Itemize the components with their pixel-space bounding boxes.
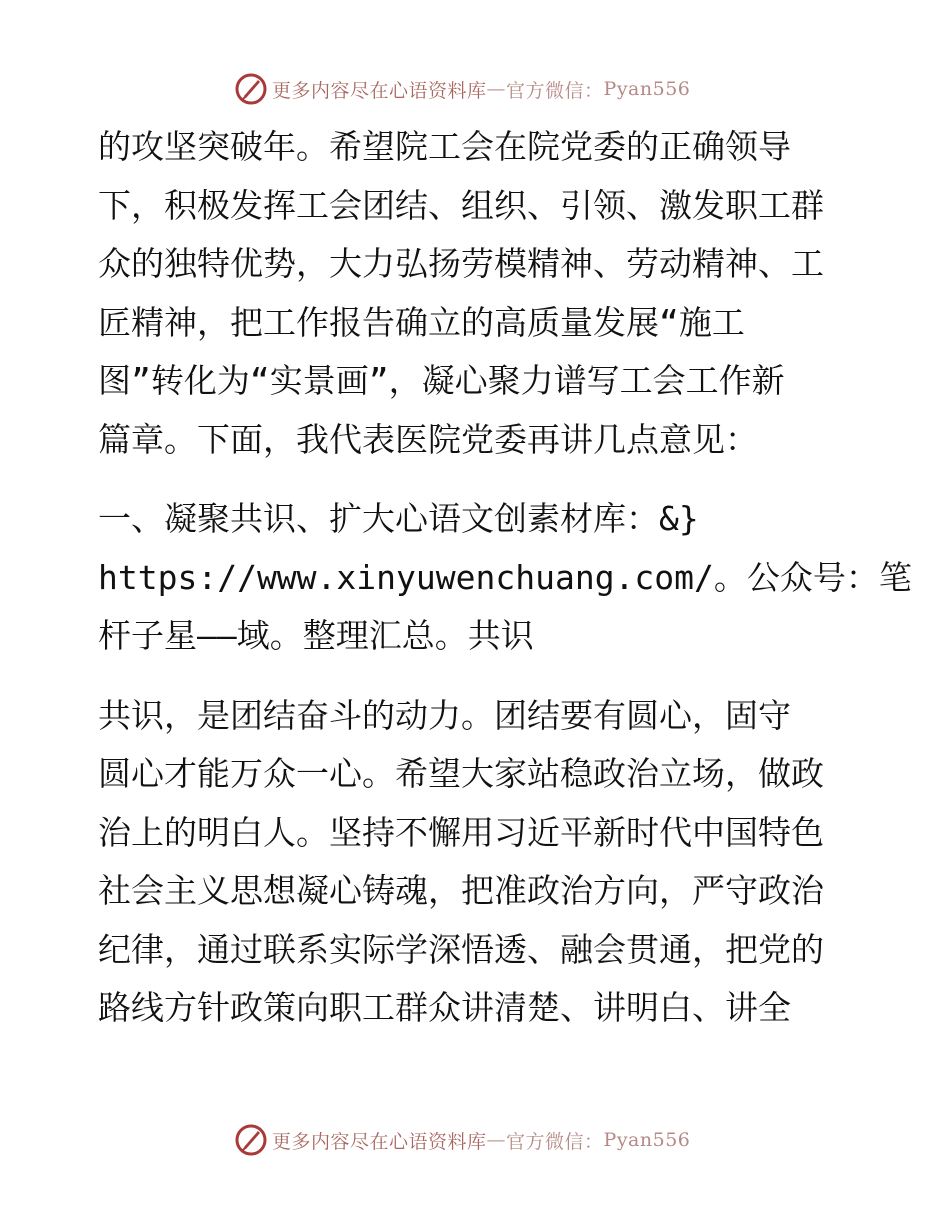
text-line: 篇章。下面，我代表医院党委再讲几点意见： [98, 419, 758, 459]
text-line: 杆子星——域。整理汇总。共识 [98, 616, 534, 655]
text-line: 匠精神，把工作报告确立的高质量发展“施工 [98, 302, 745, 342]
watermark-label: 官方微信： [506, 1130, 604, 1153]
paragraph-heading-one [98, 490, 912, 666]
watermark-dash: — [486, 1129, 507, 1151]
watermark-main-text: 更多内容尽在心语资料库 [272, 1130, 487, 1153]
document-body [98, 118, 912, 1038]
watermark-id: Pyan556 [603, 78, 691, 100]
text-line: 图”转化为“实景画”，凝心聚力谱写工会工作新 [98, 361, 785, 400]
text-line: https://www.xinyuwenchuang.com/。公众号：笔 [98, 557, 912, 597]
text-line: 共识，是团结奋斗的动力。团结要有圆心，固守 [98, 695, 791, 735]
watermark-dash: — [486, 78, 507, 100]
text-line: 社会主义思想凝心铸魂，把准政治方向，严守政治 [98, 871, 824, 910]
paragraph-gap [98, 666, 858, 687]
text-line: 治上的明白人。坚持不懈用习近平新时代中国特色 [98, 812, 824, 852]
paragraph-consensus [98, 687, 858, 1038]
quill-logo-icon [234, 1123, 268, 1157]
text-line: 圆心才能万众一心。希望大家站稳政治立场，做政 [98, 754, 824, 793]
text-line: 路线方针政策向职工群众讲清楚、讲明白、讲全 [98, 988, 791, 1027]
paragraph-gap [98, 469, 858, 490]
text-line: 下，积极发挥工会团结、组织、引领、激发职工群 [98, 185, 824, 225]
text-line: 众的独特优势，大力弘扬劳模精神、劳动精神、工 [98, 244, 824, 283]
watermark-main-text: 更多内容尽在心语资料库 [272, 79, 487, 102]
footer-watermark [234, 1122, 690, 1158]
header-watermark [234, 71, 690, 107]
watermark-id: Pyan556 [603, 1129, 691, 1151]
quill-logo-icon [234, 72, 268, 106]
watermark-label: 官方微信： [506, 79, 604, 102]
text-line: 的攻坚突破年。希望院工会在院党委的正确领导 [98, 127, 791, 166]
paragraph-intro [98, 118, 858, 469]
text-line: 纪律，通过联系实际学深悟透、融会贯通，把党的 [98, 929, 824, 969]
text-line: 一、凝聚共识、扩大心语文创素材库：&} [98, 499, 699, 538]
